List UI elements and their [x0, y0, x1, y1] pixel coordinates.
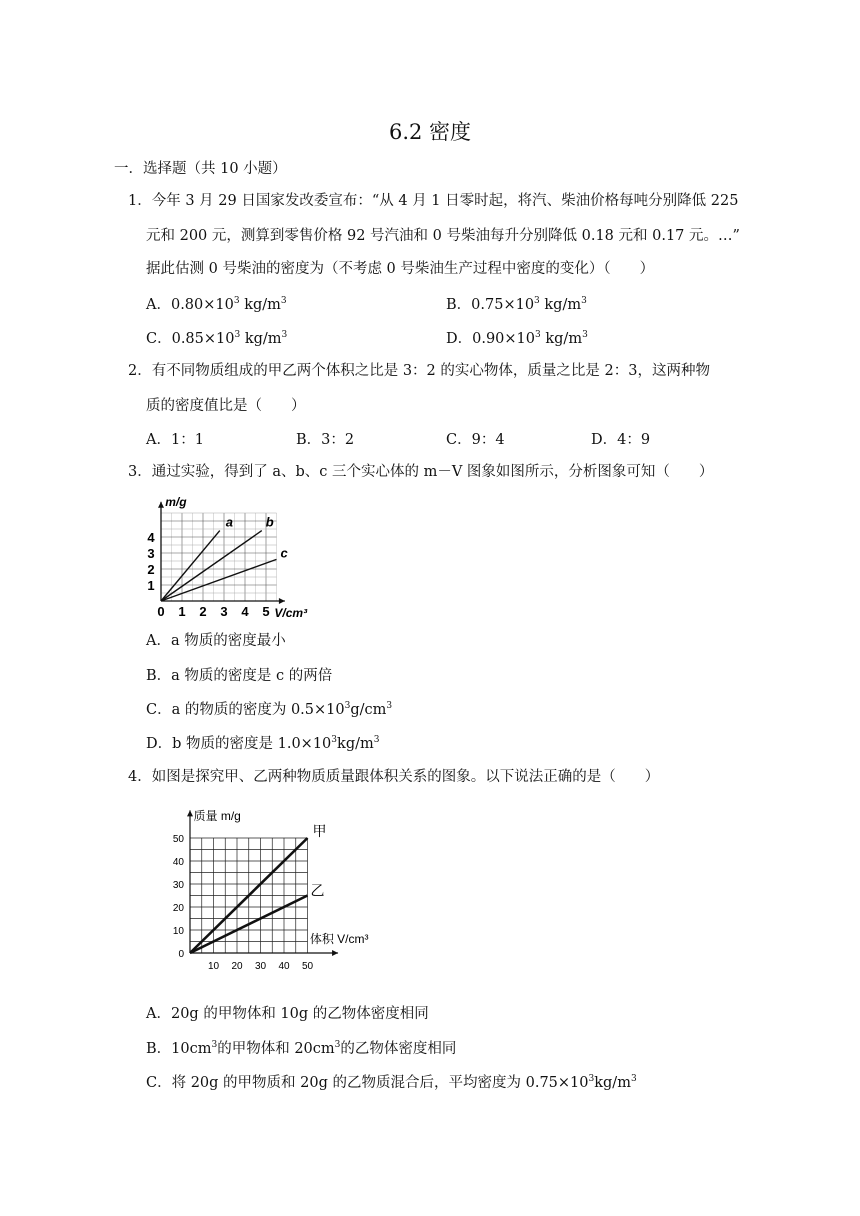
page-title: 6.2 密度	[388, 120, 472, 144]
y-tick-label: 50	[172, 834, 184, 845]
q1-line-2: 元和 200 元，测算到零售价格 92 号汽油和 0 号柴油每升分别降低 0.18 元和 0.17 元。…”	[146, 228, 740, 244]
x-axis-label: 体积 V/cm³	[309, 932, 369, 946]
y-tick-label: 4	[147, 530, 155, 545]
q4-line-1: 4．如图是探究甲、乙两种物质质量跟体积关系的图象。以下说法正确的是（ ）	[128, 769, 660, 785]
series-label-a: a	[225, 514, 234, 530]
x-axis-arrow	[332, 950, 338, 956]
q2-line-2: 质的密度值比是（ ）	[146, 398, 306, 414]
q3-option-d[interactable]: D．b 物质的密度是 $1.0\times 10^3kg/m^3$	[146, 735, 380, 752]
x-tick-label: 1	[178, 604, 186, 619]
y-tick-label: 10	[172, 926, 184, 937]
y-tick-label: 20	[172, 903, 184, 914]
q3-chart	[140, 494, 340, 626]
q1-option-a[interactable]: A．$0.80\times 10^3$ $kg/m^3$	[146, 296, 287, 313]
q4-option-b[interactable]: B．$10cm^3$的甲物体和 $20cm^3$的乙物体密度相同	[146, 1040, 457, 1057]
q1-line-3: 据此估测 0 号柴油的密度为（不考虑 0 号柴油生产过程中密度的变化）（ ）	[146, 261, 655, 277]
x-axis-arrow	[279, 598, 285, 604]
series-label-jia: 甲	[312, 823, 327, 839]
section-heading: 一．选择题（共 10 小题）	[114, 161, 287, 177]
x-tick-label: 3	[220, 604, 228, 619]
q1-option-b[interactable]: B．$0.75\times 10^3$ $kg/m^3$	[446, 296, 587, 313]
y-tick-label: 2	[147, 562, 155, 577]
y-tick-label: 1	[147, 578, 155, 593]
series-label-b: b	[265, 514, 274, 530]
x-tick-label: 5	[262, 604, 270, 619]
q4-option-c[interactable]: C．将 20g 的甲物质和 20g 的乙物质混合后，平均密度为 $0.75\times 10^3kg/m^3$	[146, 1074, 637, 1091]
x-tick-label: 0	[157, 604, 165, 619]
q4-mass-volume-graph	[168, 800, 398, 975]
q3-option-c[interactable]: C．a 的物质的密度为 $0.5\times 10^3g/cm^3$	[146, 701, 393, 718]
q1-line-1: 1．今年 3 月 29 日国家发改委宣布：“从 4 月 1 日零时起，将汽、柴油价格每吨分别降低 225	[128, 193, 739, 209]
q3-mv-graph	[140, 494, 340, 622]
q1-option-c[interactable]: C．$0.85\times 10^3$ $kg/m^3$	[146, 330, 288, 347]
q3-line-1: 3．通过实验，得到了 a、b、c 三个实心体的 m－V 图象如图所示，分析图象可知（ ）	[128, 464, 714, 480]
q2-option-b[interactable]: B．3：2	[296, 432, 355, 448]
y-tick-label: 3	[147, 546, 155, 561]
x-tick-label: 30	[254, 961, 267, 972]
series-label-yi: 乙	[310, 882, 325, 899]
q2-option-c[interactable]: C．9：4	[446, 432, 505, 448]
q3-option-a[interactable]: A．a 物质的密度最小	[146, 633, 286, 649]
y-tick-label: 40	[172, 857, 184, 868]
x-tick-label: 10	[207, 961, 220, 972]
y-axis-label: m/g	[165, 495, 187, 509]
x-tick-label: 50	[301, 961, 314, 972]
y-axis-arrow	[158, 502, 164, 508]
q4-option-a[interactable]: A．20g 的甲物体和 10g 的乙物体密度相同	[146, 1006, 429, 1022]
series-label-c: c	[280, 545, 288, 561]
x-tick-label: 40	[278, 961, 290, 972]
x-tick-label: 20	[231, 961, 243, 972]
q1-option-d[interactable]: D．$0.90\times 10^3$ $kg/m^3$	[446, 330, 588, 347]
y-axis-arrow	[187, 810, 193, 816]
y-tick-label: 0	[178, 949, 184, 960]
x-axis-label: V/cm³	[274, 606, 308, 620]
q2-line-1: 2．有不同物质组成的甲乙两个体积之比是 3：2 的实心物体，质量之比是 2：3，这两种物	[128, 363, 710, 379]
q4-chart	[168, 800, 398, 979]
x-tick-label: 2	[199, 604, 207, 619]
x-tick-label: 4	[241, 604, 249, 619]
y-tick-label: 30	[172, 880, 184, 891]
q3-option-b[interactable]: B．a 物质的密度是 c 的两倍	[146, 668, 333, 684]
q2-option-a[interactable]: A．1：1	[146, 432, 204, 448]
q2-option-d[interactable]: D．4：9	[591, 432, 651, 448]
y-axis-label: 质量 m/g	[193, 809, 241, 823]
